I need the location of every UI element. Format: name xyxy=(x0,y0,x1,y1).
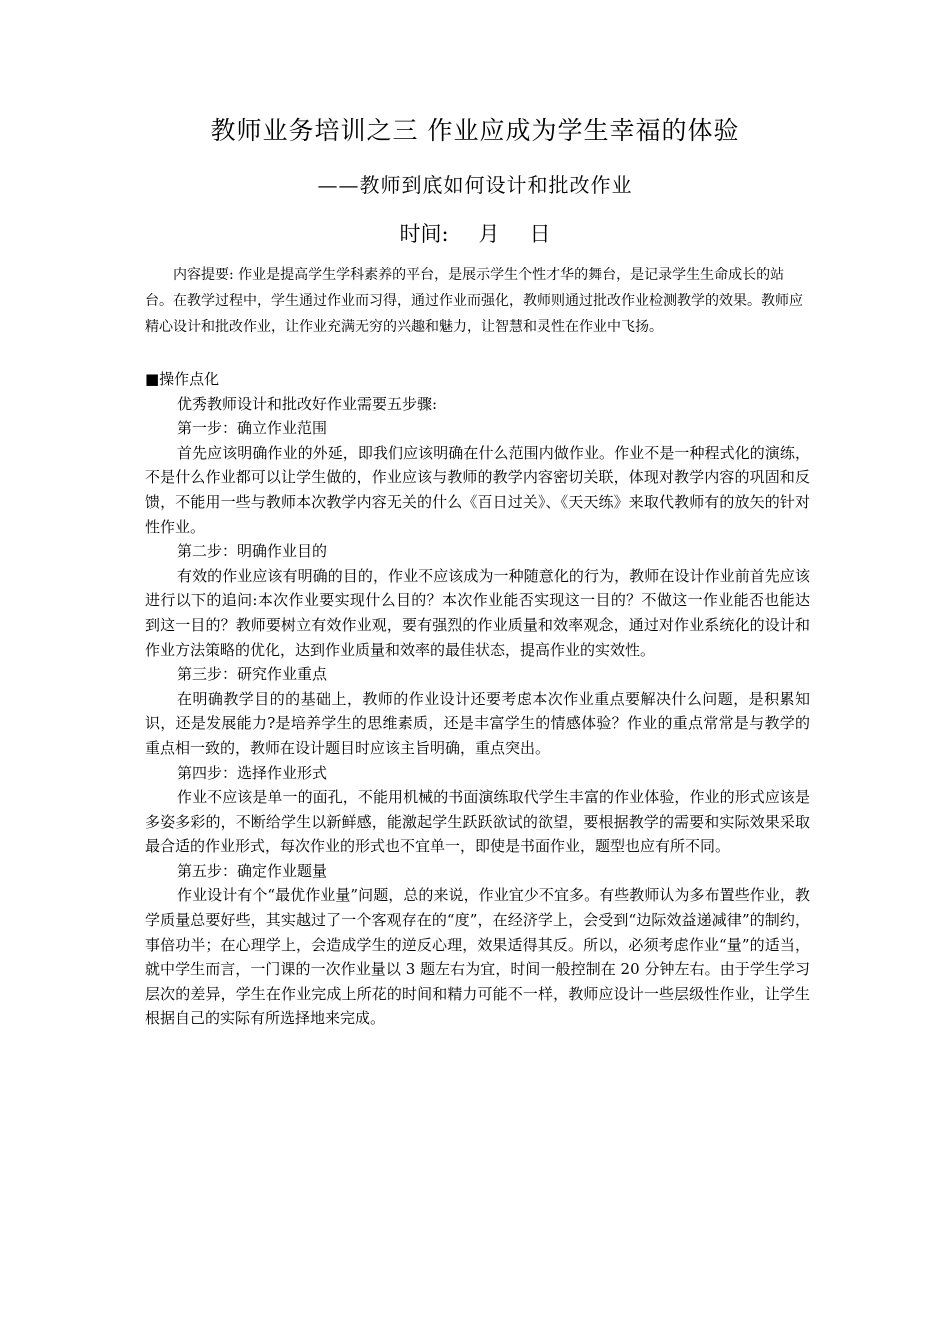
step-paragraph: 在明确教学目的的基础上，教师的作业设计还要考虑本次作业重点要解决什么问题，是积累知识，还是发展能力?是培养学生的思维素质，还是丰富学生的情感体验？作业的重点常常是与教学的重点相一致的，教师在设计题目时应该主旨明确，重点突出。 xyxy=(145,689,810,757)
date-line xyxy=(0,218,950,250)
date-month: 月 xyxy=(478,222,500,246)
step-paragraph: 作业不应该是单一的面孔，不能用机械的书面演练取代学生丰富的作业体验，作业的形式应该是多姿多彩的，不断给学生以新鲜感，能激起学生跃跃欲试的欲望，要根据教学的需要和实际效果采取最合适的作业形式，每次作业的形式也不宜单一，即使是书面作业，题型也应有所不同。 xyxy=(145,788,810,856)
step-heading: 第二步：明确作业目的 xyxy=(177,542,328,561)
step-paragraph: 有效的作业应该有明确的目的，作业不应该成为一种随意化的行为，教师在设计作业前首先应该进行以下的追问:本次作业要实现什么目的？本次作业能否实现这一目的？不做这一作业能否也能达到这一目的？教师要树立有效作业观，要有强烈的作业质量和效率观念，通过对作业系统化的设计和作业方法策略的优化，达到作业质量和效率的最佳状态，提高作业的实效性。 xyxy=(145,566,810,659)
body-text xyxy=(145,367,810,1031)
step-heading: 第四步：选择作业形式 xyxy=(177,763,328,782)
abstract-paragraph: 内容提要: 作业是提高学生学科素养的平台，是展示学生个性才华的舞台，是记录学生生命成长的站台。在教学过程中，学生通过作业而习得，通过作业而强化，教师则通过批改作业检测教学的效果。教师应精心设计和批改作业，让作业充满无穷的兴趣和魅力，让智慧和灵性在作业中飞扬。 xyxy=(145,267,803,335)
section-heading: ■操作点化 xyxy=(145,370,220,388)
step-heading: 第三步：研究作业重点 xyxy=(177,665,328,684)
step-paragraph: 首先应该明确作业的外延，即我们应该明确在什么范围内做作业。作业不是一种程式化的演练，不是什么作业都可以让学生做的，作业应该与教师的教学内容密切关联，体现对教学内容的巩固和反馈，不能用一些与教师本次教学内容无关的什么《百日过关》、《天天练》来取代教师有的放矢的针对性作业。 xyxy=(145,443,810,536)
intro-paragraph: 优秀教师设计和批改好作业需要五步骤: xyxy=(177,394,438,413)
step-paragraph: 作业设计有个“最优作业量”问题，总的来说，作业宜少不宜多。有些教师认为多布置些作业，教学质量总要好些，其实越过了一个客观存在的“度”，在经济学上，会受到“边际效益递减律”的制约，事倍功半；在心理学上，会造成学生的逆反心理，效果适得其反。所以，必须考虑作业“量”的适当，就中学生而言，一门课的一次作业量以 3 题左右为宜，时间一般控制在 20 分钟左右。由于学生学习层次的差异，学生在作业完成上所花的时间和精力可能不一样，教师应设计一些层级性作业，让学生根据自己的实际有所选择地来完成。 xyxy=(145,886,810,1028)
document-title: 教师业务培训之三 作业应成为学生幸福的体验 xyxy=(210,116,740,145)
step-heading: 第五步：确定作业题量 xyxy=(177,861,328,880)
date-day: 日 xyxy=(529,222,551,246)
document-subtitle: ——教师到底如何设计和批改作业 xyxy=(317,173,633,197)
date-label: 时间: xyxy=(399,222,449,246)
step-heading: 第一步：确立作业范围 xyxy=(177,419,328,438)
